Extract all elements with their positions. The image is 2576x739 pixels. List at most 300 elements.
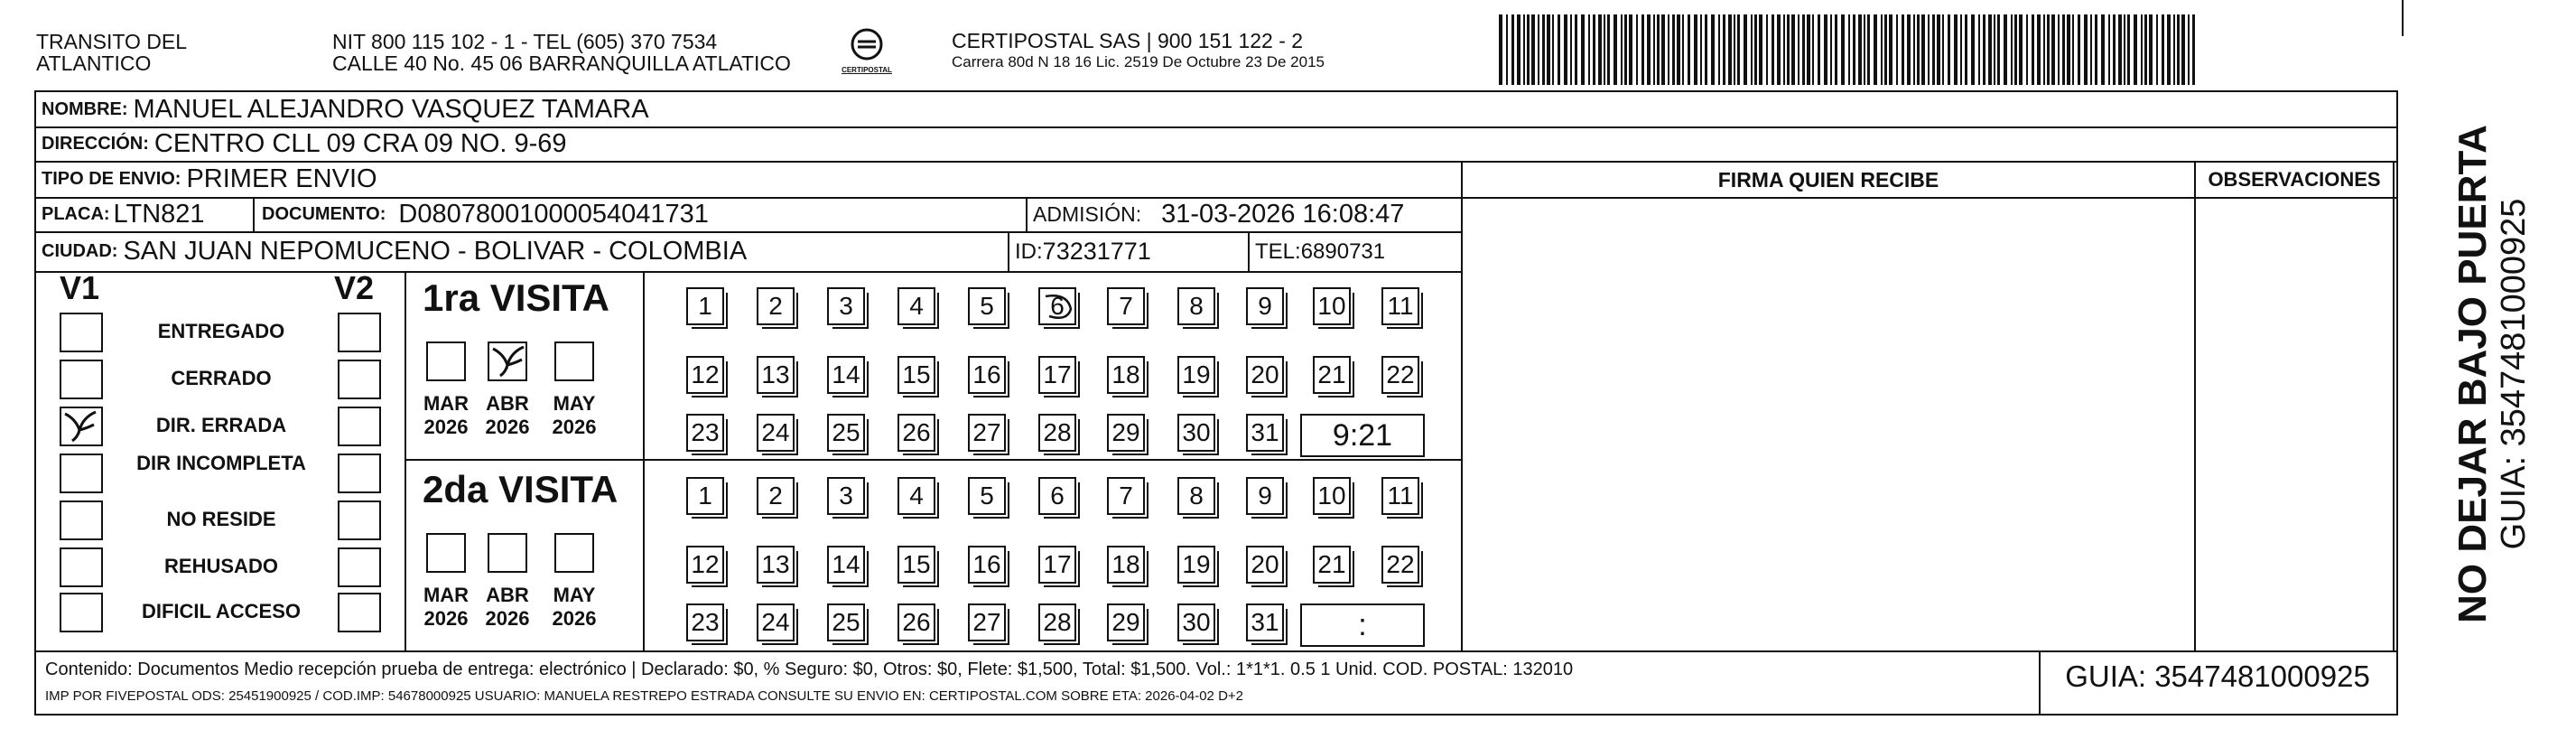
status-option-label: DIR INCOMPLETA: [136, 452, 306, 474]
barcode-bar: [1581, 14, 1585, 85]
month-name: MAR: [423, 584, 470, 606]
sender-address: CALLE 40 No. 45 06 BARRANQUILLA ATLATICO: [332, 51, 791, 75]
visit1-day-box[interactable]: 1: [686, 287, 724, 325]
visit2-day-box[interactable]: 17: [1038, 546, 1076, 584]
barcode-bar: [1511, 14, 1514, 85]
visit1-day-box[interactable]: 11: [1381, 287, 1419, 325]
v1-label: V1: [60, 269, 100, 306]
barcode-bar: [1677, 14, 1680, 85]
barcode-bar: [1527, 14, 1530, 85]
id-label: ID:: [1015, 239, 1043, 264]
month-name: ABR: [486, 584, 529, 606]
barcode-bar: [1881, 14, 1883, 85]
divider: [253, 197, 255, 231]
barcode-bar: [2108, 14, 2110, 85]
barcode-bar: [1988, 14, 1992, 85]
barcode-bar: [2011, 14, 2013, 85]
v2-label: V2: [334, 269, 375, 306]
plate-cell: [42, 198, 205, 231]
month-name: MAY: [553, 584, 596, 606]
visit2-day-box[interactable]: 27: [968, 603, 1006, 641]
barcode-bar: [2177, 14, 2180, 85]
barcode-bar: [1921, 14, 1925, 85]
barcode-bar: [2058, 14, 2060, 85]
barcode-bar: [1737, 14, 1740, 85]
month-year: 2026: [423, 607, 469, 630]
visit2-day-box[interactable]: 7: [1107, 477, 1145, 515]
divider: [34, 650, 2398, 652]
v2-checkbox[interactable]: [338, 593, 381, 632]
barcode-bar: [1661, 14, 1665, 85]
visit1-month-label: [419, 392, 473, 439]
visit1-time-field[interactable]: 9:21: [1300, 414, 1425, 457]
barcode-bar: [1751, 14, 1753, 85]
admission-cell: [1033, 198, 1404, 231]
visit1-day-box[interactable]: 6: [1038, 287, 1076, 325]
visit2-day-box[interactable]: 5: [968, 477, 1006, 515]
send-type-value: PRIMER ENVIO: [186, 164, 377, 193]
barcode-bar: [2084, 14, 2088, 85]
month-year: 2026: [423, 416, 469, 438]
barcode-bar: [1978, 14, 1980, 85]
v1-checkbox[interactable]: [60, 407, 103, 446]
name-label: NOMBRE:: [42, 98, 128, 119]
carrier-info: [952, 29, 1325, 72]
check-mark-icon: [61, 408, 101, 444]
divider: [2393, 161, 2395, 650]
barcode-bar: [1538, 14, 1539, 85]
visit1-day-box[interactable]: 29: [1107, 414, 1145, 452]
barcode-bar: [1772, 14, 1774, 85]
tel-value: 6890731: [1300, 239, 1386, 264]
barcode: [1499, 14, 2199, 85]
barcode-bar: [2156, 14, 2158, 85]
visit2-day-box[interactable]: 2: [757, 477, 795, 515]
plate-label: PLACA:: [42, 204, 110, 224]
barcode-bar: [1621, 14, 1623, 85]
visit1-day-box[interactable]: 20: [1246, 356, 1284, 394]
barcode-bar: [1682, 14, 1684, 85]
barcode-bar: [1937, 14, 1940, 85]
barcode-bar: [2113, 14, 2116, 85]
v1-checkbox[interactable]: [60, 593, 103, 632]
barcode-bar: [2124, 14, 2125, 85]
visit1-day-box[interactable]: 16: [968, 356, 1006, 394]
barcode-bar: [2144, 14, 2147, 85]
visit2-month-checkbox[interactable]: [554, 533, 594, 573]
sender-contact: [332, 31, 791, 74]
logo-icon: [849, 27, 885, 61]
barcode-bar: [1853, 14, 1855, 85]
barcode-bar: [2149, 14, 2153, 85]
logo-text: CERTIPOSTAL: [842, 66, 892, 74]
barcode-bar: [1864, 14, 1865, 85]
visit1-day-box[interactable]: 19: [1177, 356, 1215, 394]
visit1-month-checkbox[interactable]: [488, 341, 527, 381]
barcode-bar: [1965, 14, 1967, 85]
barcode-bar: [1942, 14, 1944, 85]
visit1-day-box[interactable]: 13: [757, 356, 795, 394]
barcode-bar: [1960, 14, 1962, 85]
signature-label: FIRMA QUIEN RECIBE: [1717, 168, 1939, 192]
divider: [405, 459, 1461, 461]
barcode-bar: [2067, 14, 2070, 85]
barcode-bar: [2037, 14, 2041, 85]
visit2-day-box[interactable]: 31: [1246, 603, 1284, 641]
barcode-bar: [2141, 14, 2143, 85]
barcode-bar: [2188, 14, 2190, 85]
visit1-day-box[interactable]: 30: [1177, 414, 1215, 452]
visit1-day-box[interactable]: 2: [757, 287, 795, 325]
barcode-bar: [1759, 14, 1762, 85]
barcode-bar: [1613, 14, 1617, 85]
visit2-day-box[interactable]: 13: [757, 546, 795, 584]
v2-checkbox[interactable]: [338, 360, 381, 399]
barcode-bar: [1668, 14, 1669, 85]
visit2-day-box[interactable]: 3: [827, 477, 865, 515]
visit2-day-box[interactable]: 16: [968, 546, 1006, 584]
barcode-bar: [1848, 14, 1850, 85]
visit1-day-box[interactable]: 23: [686, 414, 724, 452]
barcode-bar: [1711, 14, 1715, 85]
divider: [1008, 231, 1009, 271]
visit2-day-box[interactable]: 28: [1038, 603, 1076, 641]
visit1-day-box[interactable]: 27: [968, 414, 1006, 452]
visit2-day-box[interactable]: 19: [1177, 546, 1215, 584]
divider: [405, 271, 406, 650]
barcode-bar: [1983, 14, 1985, 85]
barcode-bar: [1564, 14, 1567, 85]
v2-checkbox[interactable]: [338, 547, 381, 587]
barcode-bar: [1723, 14, 1725, 85]
v1-checkbox[interactable]: [60, 313, 103, 352]
visit2-day-box[interactable]: 1: [686, 477, 724, 515]
side-warning: NO DEJAR BAJO PUERTA: [2450, 125, 2495, 623]
barcode-bar: [1588, 14, 1590, 85]
barcode-bar: [1672, 14, 1675, 85]
barcode-bar: [1641, 14, 1644, 85]
barcode-bar: [1734, 14, 1735, 85]
barcode-bar: [1889, 14, 1892, 85]
visit1-day-box[interactable]: 28: [1038, 414, 1076, 452]
barcode-bar: [1812, 14, 1814, 85]
barcode-bar: [1558, 14, 1560, 85]
month-year: 2026: [552, 416, 597, 438]
visit2-day-box[interactable]: 12: [686, 546, 724, 584]
barcode-bar: [1783, 14, 1785, 85]
barcode-bar: [1607, 14, 1610, 85]
barcode-bar: [2072, 14, 2074, 85]
barcode-bar: [1858, 14, 1862, 85]
divider: [643, 271, 645, 650]
visit2-day-box[interactable]: 29: [1107, 603, 1145, 641]
barcode-bar: [2101, 14, 2105, 85]
visit2-day-box[interactable]: 25: [827, 603, 865, 641]
barcode-bar: [1997, 14, 2000, 85]
observations-label: OBSERVACIONES: [2208, 168, 2381, 191]
visit1-day-box[interactable]: 7: [1107, 287, 1145, 325]
visit1-day-box[interactable]: 12: [686, 356, 724, 394]
visit1-day-box[interactable]: 18: [1107, 356, 1145, 394]
barcode-bar: [1807, 14, 1810, 85]
barcode-bar: [1575, 14, 1577, 85]
barcode-bar: [1798, 14, 1799, 85]
barcode-bar: [1994, 14, 1995, 85]
footer-content-line: Contenido: Documentos Medio recepción prueba de entrega: electrónico | Declarado: $0, % Seguro: $0, Otros: $0, Flete: $1,500, Total: $1,500. Vol.: 1*1*1. 0.5 1 Unid. COD. POSTAL: 132010: [45, 659, 1574, 679]
barcode-bar: [1867, 14, 1870, 85]
visit2-day-box[interactable]: 14: [827, 546, 865, 584]
id-value: 73231771: [1042, 238, 1151, 265]
barcode-bar: [2127, 14, 2130, 85]
barcode-bar: [2051, 14, 2055, 85]
barcode-bar: [1552, 14, 1554, 85]
name-row: [42, 92, 649, 126]
v2-checkbox[interactable]: [338, 500, 381, 540]
barcode-bar: [1657, 14, 1660, 85]
barcode-bar: [1705, 14, 1707, 85]
visit1-day-box[interactable]: 25: [827, 414, 865, 452]
visit2-day-box[interactable]: 18: [1107, 546, 1145, 584]
v1-checkbox[interactable]: [60, 547, 103, 587]
signature-area[interactable]: [1463, 199, 2194, 650]
visit1-day-box[interactable]: 24: [757, 414, 795, 452]
barcode-bar: [1593, 14, 1595, 85]
city-value: SAN JUAN NEPOMUCENO - BOLIVAR - COLOMBIA: [123, 237, 748, 266]
visit2-day-box[interactable]: 23: [686, 603, 724, 641]
name-value: MANUEL ALEJANDRO VASQUEZ TAMARA: [133, 94, 649, 124]
sender-name: [36, 31, 187, 74]
barcode-bar: [1884, 14, 1887, 85]
visit1-day-box[interactable]: 10: [1313, 287, 1351, 325]
send-type-row: [42, 162, 377, 197]
v2-checkbox[interactable]: [338, 454, 381, 493]
barcode-bar: [2173, 14, 2175, 85]
barcode-bar: [1531, 14, 1535, 85]
month-name: MAR: [423, 392, 470, 415]
barcode-bar: [1818, 14, 1820, 85]
check-mark-icon: [489, 343, 529, 379]
barcode-bar: [1688, 14, 1690, 85]
address-value: CENTRO CLL 09 CRA 09 NO. 9-69: [153, 129, 567, 158]
visit1-day-box[interactable]: 21: [1313, 356, 1351, 394]
barcode-bar: [1570, 14, 1572, 85]
status-option-label: CERRADO: [171, 367, 272, 389]
status-option-label: REHUSADO: [164, 555, 278, 577]
observations-area[interactable]: [2196, 199, 2393, 650]
divider: [2039, 650, 2041, 716]
barcode-bar: [2019, 14, 2023, 85]
divider: [1026, 197, 1028, 231]
city-cell: [42, 232, 747, 271]
id-cell: [1015, 232, 1151, 271]
visit1-day-box[interactable]: 17: [1038, 356, 1076, 394]
barcode-bar: [1653, 14, 1655, 85]
visit2-title: 2da VISITA: [423, 468, 618, 510]
divider: [34, 161, 2398, 163]
visit2-day-box[interactable]: 9: [1246, 477, 1284, 515]
barcode-bar: [1777, 14, 1781, 85]
visit1-day-box[interactable]: 26: [897, 414, 935, 452]
visit1-month-checkbox[interactable]: [426, 341, 466, 381]
barcode-bar: [2043, 14, 2045, 85]
visit2-day-box[interactable]: 6: [1038, 477, 1076, 515]
barcode-bar: [2192, 14, 2195, 85]
barcode-bar: [2062, 14, 2065, 85]
visit2-month-label: [547, 584, 601, 631]
visit1-day-box[interactable]: 8: [1177, 287, 1215, 325]
address-label: DIRECCIÓN:: [42, 134, 149, 154]
barcode-bar: [2078, 14, 2080, 85]
barcode-bar: [1954, 14, 1958, 85]
visit2-day-box[interactable]: 15: [897, 546, 935, 584]
visit2-day-box[interactable]: 22: [1381, 546, 1419, 584]
barcode-bar: [1917, 14, 1920, 85]
barcode-bar: [1523, 14, 1525, 85]
barcode-bar: [1791, 14, 1795, 85]
barcode-bar: [1542, 14, 1545, 85]
send-type-label: TIPO DE ENVIO:: [42, 169, 181, 189]
visit2-day-box[interactable]: 11: [1381, 477, 1419, 515]
barcode-bar: [1787, 14, 1790, 85]
status-option-label: ENTREGADO: [157, 320, 285, 342]
footer-print-line: IMP POR FIVEPOSTAL ODS: 25451900925 / COD.IMP: 54678000925 USUARIO: MANUELA RESTREPO ESTRADA CONSULTE SU ENVIO EN: CERTIPOSTAL.COM SOBRE ETA: 2026-04-02 D+2: [45, 688, 1244, 704]
barcode-bar: [1728, 14, 1732, 85]
visit1-day-box[interactable]: 22: [1381, 356, 1419, 394]
barcode-bar: [1824, 14, 1827, 85]
carrier-line-2: Carrera 80d N 18 16 Lic. 2519 De Octubre 23 De 2015: [952, 53, 1325, 70]
barcode-bar: [1624, 14, 1627, 85]
sender-line-2: ATLANTICO: [36, 51, 152, 75]
barcode-bar: [2118, 14, 2122, 85]
v2-checkbox[interactable]: [338, 313, 381, 352]
visit2-time-field[interactable]: :: [1300, 603, 1425, 647]
barcode-bar: [1718, 14, 1720, 85]
v1-checkbox[interactable]: [60, 500, 103, 540]
barcode-bar: [1902, 14, 1904, 85]
barcode-bar: [1647, 14, 1651, 85]
barcode-bar: [1841, 14, 1845, 85]
sender-line-1: TRANSITO DEL: [36, 30, 187, 53]
visit2-month-label: [480, 584, 535, 631]
barcode-bar: [2026, 14, 2028, 85]
barcode-bar: [1835, 14, 1837, 85]
visit2-day-box[interactable]: 10: [1313, 477, 1351, 515]
barcode-bar: [2032, 14, 2034, 85]
barcode-bar: [2004, 14, 2007, 85]
visit2-day-box[interactable]: 30: [1177, 603, 1215, 641]
visit2-day-box[interactable]: 4: [897, 477, 935, 515]
barcode-bar: [1907, 14, 1911, 85]
month-year: 2026: [485, 607, 530, 630]
barcode-bar: [1604, 14, 1605, 85]
side-guia: GUIA: 3547481000925: [2495, 198, 2533, 550]
side-text: [2451, 125, 2533, 623]
visit2-day-box[interactable]: 24: [757, 603, 795, 641]
visit1-title: 1ra VISITA: [423, 276, 609, 319]
barcode-bar: [2167, 14, 2171, 85]
barcode-bar: [2095, 14, 2097, 85]
visit1-day-box[interactable]: 9: [1246, 287, 1284, 325]
barcode-image: [1499, 14, 2199, 85]
divider: [34, 271, 1461, 273]
barcode-bar: [1744, 14, 1747, 85]
visit1-month-label: [547, 392, 601, 439]
visit2-day-box[interactable]: 21: [1313, 546, 1351, 584]
admission-value: 31-03-2026 16:08:47: [1161, 200, 1405, 229]
barcode-bar: [1694, 14, 1697, 85]
barcode-bar: [1766, 14, 1768, 85]
barcode-bar: [2090, 14, 2092, 85]
barcode-bar: [2181, 14, 2185, 85]
barcode-bar: [1754, 14, 1757, 85]
month-name: MAY: [553, 392, 596, 415]
barcode-bar: [1636, 14, 1638, 85]
visit1-month-label: [480, 392, 535, 439]
visit1-day-box[interactable]: 31: [1246, 414, 1284, 452]
tel-cell: [1255, 232, 1385, 271]
barcode-bar: [1928, 14, 1930, 85]
v1-checkbox[interactable]: [60, 454, 103, 493]
barcode-bar: [1874, 14, 1877, 85]
barcode-bar: [1913, 14, 1915, 85]
visit1-day-box[interactable]: 5: [968, 287, 1006, 325]
visit1-month-checkbox[interactable]: [554, 341, 594, 381]
barcode-bar: [1932, 14, 1935, 85]
visit1-day-box[interactable]: 15: [897, 356, 935, 394]
certipostal-logo: [834, 27, 899, 74]
barcode-bar: [2014, 14, 2017, 85]
status-option-label: DIFICIL ACCESO: [141, 600, 301, 622]
visit2-month-checkbox[interactable]: [426, 533, 466, 573]
barcode-bar: [1700, 14, 1702, 85]
plate-value: LTN821: [113, 200, 205, 229]
sender-nit: NIT 800 115 102 - 1 - TEL (605) 370 7534: [332, 30, 718, 53]
barcode-bar: [2047, 14, 2050, 85]
divider: [1248, 231, 1250, 271]
visit2-month-checkbox[interactable]: [488, 533, 527, 573]
v1-checkbox[interactable]: [60, 360, 103, 399]
visit2-month-label: [419, 584, 473, 631]
document-label: DOCUMENTO:: [262, 204, 386, 224]
v2-checkbox[interactable]: [338, 407, 381, 446]
visit2-day-box[interactable]: 8: [1177, 477, 1215, 515]
barcode-bar: [1598, 14, 1602, 85]
status-option-label: NO RESIDE: [166, 508, 276, 530]
barcode-bar: [1830, 14, 1832, 85]
visit1-day-box[interactable]: 14: [827, 356, 865, 394]
barcode-bar: [1506, 14, 1508, 85]
city-label: CIUDAD:: [42, 241, 118, 261]
barcode-bar: [1517, 14, 1520, 85]
visit2-day-box[interactable]: 20: [1246, 546, 1284, 584]
cut-mark: [2402, 0, 2404, 36]
month-name: ABR: [486, 392, 529, 415]
admission-label: ADMISIÓN:: [1033, 202, 1142, 226]
visit2-day-box[interactable]: 26: [897, 603, 935, 641]
footer-guia: GUIA: 3547481000925: [2065, 659, 2370, 693]
document-value: D08078001000054041731: [398, 200, 709, 229]
barcode-bar: [2134, 14, 2137, 85]
visit1-day-box[interactable]: 3: [827, 287, 865, 325]
barcode-bar: [1971, 14, 1975, 85]
visit1-day-box[interactable]: 4: [897, 287, 935, 325]
tel-label: TEL:: [1255, 239, 1301, 264]
barcode-bar: [1629, 14, 1632, 85]
carrier-line-1: CERTIPOSTAL SAS | 900 151 122 - 2: [952, 29, 1304, 52]
address-row: [42, 127, 567, 161]
barcode-bar: [1948, 14, 1950, 85]
document-cell: [262, 198, 709, 231]
